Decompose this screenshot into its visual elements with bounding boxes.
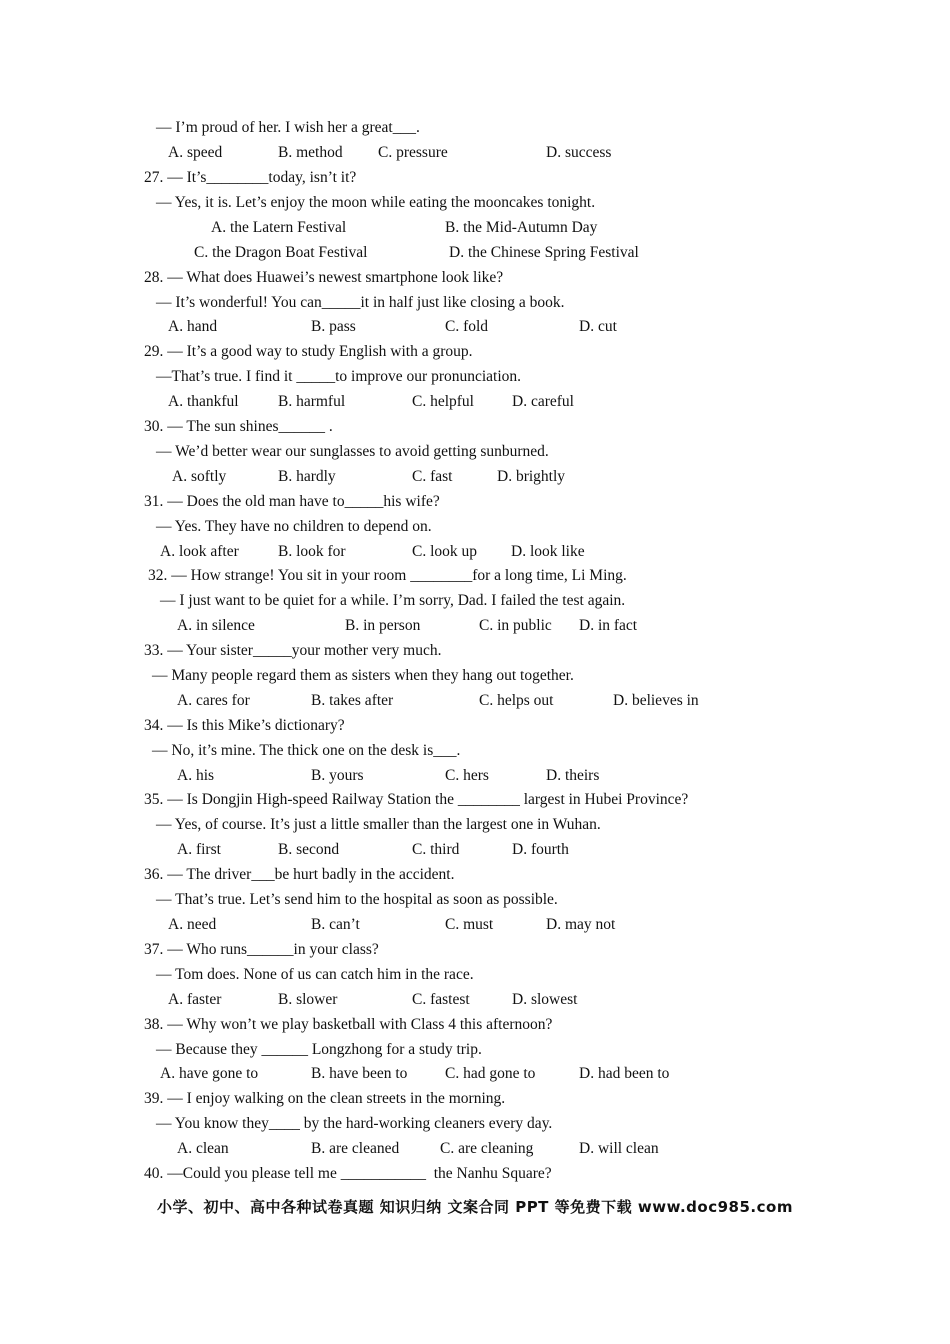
q33-option-b: B. takes after: [311, 692, 394, 709]
q32-option-a: A. in silence: [177, 617, 255, 634]
q36-answer-line: — That’s true. Let’s send him to the hospital as soon as possible.: [156, 891, 558, 908]
q34-option-d: D. theirs: [546, 767, 600, 784]
q38-option-d: D. had been to: [579, 1065, 670, 1082]
q28-option-b: B. pass: [311, 318, 356, 335]
q36-option-b: B. can’t: [311, 916, 360, 933]
q27-answer-line: — Yes, it is. Let’s enjoy the moon while eating the mooncakes tonight.: [156, 194, 596, 211]
q28-option-c: C. fold: [445, 318, 489, 335]
q33-question: 33. — Your sister_____your mother very much.: [144, 642, 442, 659]
q30-question: 30. — The sun shines______ .: [144, 418, 333, 435]
q31-option-b: B. look for: [278, 543, 346, 560]
q32-answer-line: — I just want to be quiet for a while. I’m sorry, Dad. I failed the test again.: [160, 592, 626, 609]
q29-option-c: C. helpful: [412, 393, 474, 410]
q28-question: 28. — What does Huawei’s newest smartphone look like?: [144, 269, 504, 286]
q26-option-a: A. speed: [168, 144, 223, 161]
q31-question: 31. — Does the old man have to_____his wife?: [144, 493, 440, 510]
q31-option-a: A. look after: [160, 543, 239, 560]
q35-option-a: A. first: [177, 841, 221, 858]
q32-option-c: C. in public: [479, 617, 552, 634]
q26-answer-line: — I’m proud of her. I wish her a great___.: [156, 119, 420, 136]
q33-answer-line: — Many people regard them as sisters when they hang out together.: [152, 667, 574, 684]
q29-option-b: B. harmful: [278, 393, 346, 410]
q39-answer-line: — You know they____ by the hard-working cleaners every day.: [156, 1115, 553, 1132]
q28-option-a: A. hand: [168, 318, 218, 335]
q34-option-a: A. his: [177, 767, 215, 784]
q38-question: 38. — Why won’t we play basketball with Class 4 this afternoon?: [144, 1016, 553, 1033]
q35-answer-line: — Yes, of course. It’s just a little smaller than the largest one in Wuhan.: [156, 816, 601, 833]
q35-question: 35. — Is Dongjin High-speed Railway Station the ________ largest in Hubei Province?: [144, 791, 689, 808]
q39-option-c: C. are cleaning: [440, 1140, 534, 1157]
q27-option-a: A. the Latern Festival: [211, 219, 347, 236]
q29-option-d: D. careful: [512, 393, 574, 410]
q37-option-c: C. fastest: [412, 991, 470, 1008]
q33-option-a: A. cares for: [177, 692, 250, 709]
q27-question: 27. — It’s________today, isn’t it?: [144, 169, 357, 186]
q34-question: 34. — Is this Mike’s dictionary?: [144, 717, 345, 734]
q31-option-d: D. look like: [511, 543, 585, 560]
q33-option-d: D. believes in: [613, 692, 699, 709]
q39-option-a: A. clean: [177, 1140, 229, 1157]
q27-option-c: C. the Dragon Boat Festival: [194, 244, 368, 261]
q34-answer-line: — No, it’s mine. The thick one on the desk is___.: [152, 742, 461, 759]
q35-option-c: C. third: [412, 841, 460, 858]
q30-option-b: B. hardly: [278, 468, 336, 485]
q29-question: 29. — It’s a good way to study English with a group.: [144, 343, 473, 360]
q34-option-b: B. yours: [311, 767, 364, 784]
q27-option-d: D. the Chinese Spring Festival: [449, 244, 639, 261]
q26-option-c: C. pressure: [378, 144, 448, 161]
q35-option-b: B. second: [278, 841, 340, 858]
q38-option-a: A. have gone to: [160, 1065, 259, 1082]
q30-option-c: C. fast: [412, 468, 453, 485]
q39-option-d: D. will clean: [579, 1140, 659, 1157]
q32-option-d: D. in fact: [579, 617, 638, 634]
q37-question: 37. — Who runs______in your class?: [144, 941, 379, 958]
q28-answer-line: — It’s wonderful! You can_____it in half just like closing a book.: [156, 294, 565, 311]
q26-option-d: D. success: [546, 144, 612, 161]
q36-option-c: C. must: [445, 916, 494, 933]
q32-question: 32. — How strange! You sit in your room ________for a long time, Li Ming.: [148, 567, 627, 584]
q39-question: 39. — I enjoy walking on the clean streets in the morning.: [144, 1090, 506, 1107]
q29-option-a: A. thankful: [168, 393, 239, 410]
q38-option-c: C. had gone to: [445, 1065, 536, 1082]
q31-answer-line: — Yes. They have no children to depend on.: [156, 518, 432, 535]
q36-option-a: A. need: [168, 916, 217, 933]
q37-option-d: D. slowest: [512, 991, 578, 1008]
q37-answer-line: — Tom does. None of us can catch him in the race.: [156, 966, 474, 983]
q32-option-b: B. in person: [345, 617, 421, 634]
q29-answer-line: —That’s true. I find it _____to improve our pronunciation.: [156, 368, 522, 385]
q40-question: 40. —Could you please tell me ___________ the Nanhu Square?: [144, 1165, 552, 1182]
q36-option-d: D. may not: [546, 916, 616, 933]
q37-option-a: A. faster: [168, 991, 222, 1008]
q30-option-a: A. softly: [172, 468, 227, 485]
q39-option-b: B. are cleaned: [311, 1140, 400, 1157]
q30-option-d: D. brightly: [497, 468, 566, 485]
q31-option-c: C. look up: [412, 543, 478, 560]
page-footer: 小学、初中、高中各种试卷真题 知识归纳 文案合同 PPT 等免费下载 www.doc985.com: [157, 1198, 793, 1216]
q28-option-d: D. cut: [579, 318, 617, 335]
q38-answer-line: — Because they ______ Longzhong for a study trip.: [156, 1041, 482, 1058]
q34-option-c: C. hers: [445, 767, 489, 784]
q30-answer-line: — We’d better wear our sunglasses to avoid getting sunburned.: [156, 443, 549, 460]
q36-question: 36. — The driver___be hurt badly in the accident.: [144, 866, 455, 883]
q26-option-b: B. method: [278, 144, 343, 161]
q38-option-b: B. have been to: [311, 1065, 408, 1082]
q33-option-c: C. helps out: [479, 692, 554, 709]
q37-option-b: B. slower: [278, 991, 338, 1008]
q27-option-b: B. the Mid-Autumn Day: [445, 219, 598, 236]
q35-option-d: D. fourth: [512, 841, 569, 858]
